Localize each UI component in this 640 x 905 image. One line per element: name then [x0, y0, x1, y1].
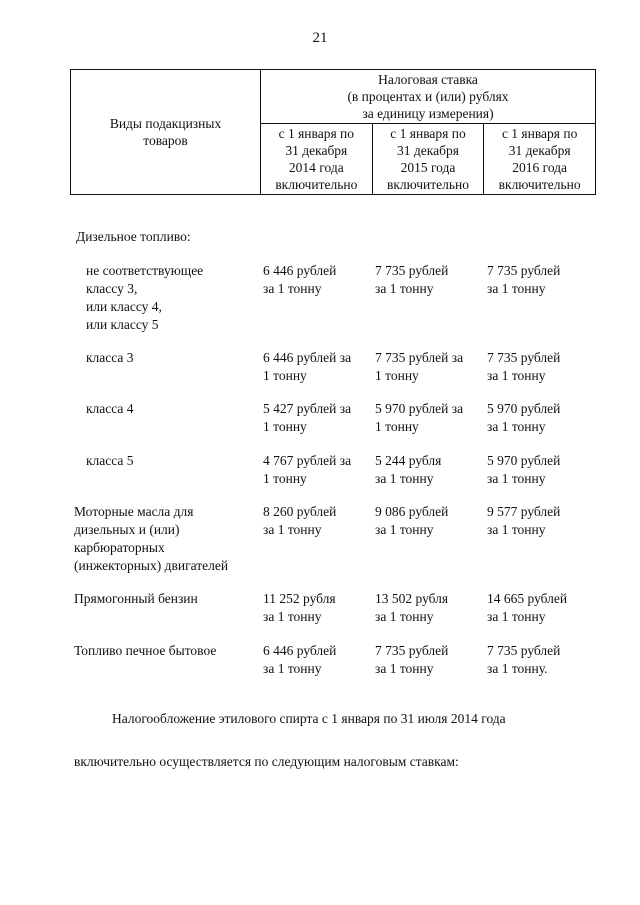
row-value-2014: 5 427 рублей за 1 тонну	[263, 401, 352, 434]
row-name: Моторные масла для дизельных и (или) карбюраторных (инжекторных) двигателей	[74, 504, 229, 573]
row-value-2016: 7 735 рублей за 1 тонну	[487, 350, 561, 383]
row-value-2016: 7 735 рублей за 1 тонну.	[487, 643, 561, 676]
row-value-2016: 9 577 рублей за 1 тонну	[487, 504, 561, 537]
row-value-2014: 8 260 рублей за 1 тонну	[263, 504, 337, 537]
row-value-2014: 6 446 рублей за 1 тонну	[263, 643, 337, 676]
row-value-2015: 7 735 рублей за 1 тонну	[375, 263, 449, 296]
row-value-2015: 5 970 рублей за 1 тонну	[375, 401, 464, 434]
row-value-2016: 14 665 рублей за 1 тонну	[487, 591, 568, 624]
row-name: Топливо печное бытовое	[74, 643, 217, 658]
row-value-2015: 5 244 рубля за 1 тонну	[375, 453, 442, 486]
row-name: класса 3	[86, 350, 134, 365]
row-value-2015: 7 735 рублей за 1 тонну	[375, 350, 464, 383]
period-2014-header: с 1 января по 31 декабря 2014 года включительно	[261, 124, 373, 195]
row-value-2014: 6 446 рублей за 1 тонну	[263, 350, 352, 383]
tax-rate-header: Налоговая ставка (в процентах и (или) рублях за единицу измерения)	[261, 70, 596, 124]
tax-rate-table-header	[70, 69, 596, 195]
row-value-2016: 5 970 рублей за 1 тонну	[487, 453, 561, 486]
product-type-header: Виды подакцизных товаров	[71, 70, 261, 195]
row-value-2016: 7 735 рублей за 1 тонну	[487, 263, 561, 296]
paragraph-line-2: включительно осуществляется по следующим налоговым ставкам:	[74, 754, 459, 769]
section-label-diesel: Дизельное топливо:	[76, 229, 191, 244]
row-name: класса 4	[86, 401, 134, 416]
row-value-2014: 11 252 рубля за 1 тонну	[263, 591, 336, 624]
row-value-2014: 4 767 рублей за 1 тонну	[263, 453, 352, 486]
row-value-2015: 13 502 рубля за 1 тонну	[375, 591, 449, 624]
row-value-2014: 6 446 рублей за 1 тонну	[263, 263, 337, 296]
period-2016-header: с 1 января по 31 декабря 2016 года включительно	[484, 124, 596, 195]
paragraph-line-1: Налогообложение этилового спирта с 1 января по 31 июля 2014 года	[112, 711, 506, 726]
row-name: класса 5	[86, 453, 134, 468]
row-name: Прямогонный бензин	[74, 591, 198, 606]
period-2015-header: с 1 января по 31 декабря 2015 года включительно	[372, 124, 484, 195]
row-value-2016: 5 970 рублей за 1 тонну	[487, 401, 561, 434]
page-number: 21	[312, 30, 328, 46]
row-value-2015: 9 086 рублей за 1 тонну	[375, 504, 449, 537]
row-value-2015: 7 735 рублей за 1 тонну	[375, 643, 449, 676]
row-name: не соответствующее классу 3, или классу 4, или классу 5	[86, 263, 204, 332]
